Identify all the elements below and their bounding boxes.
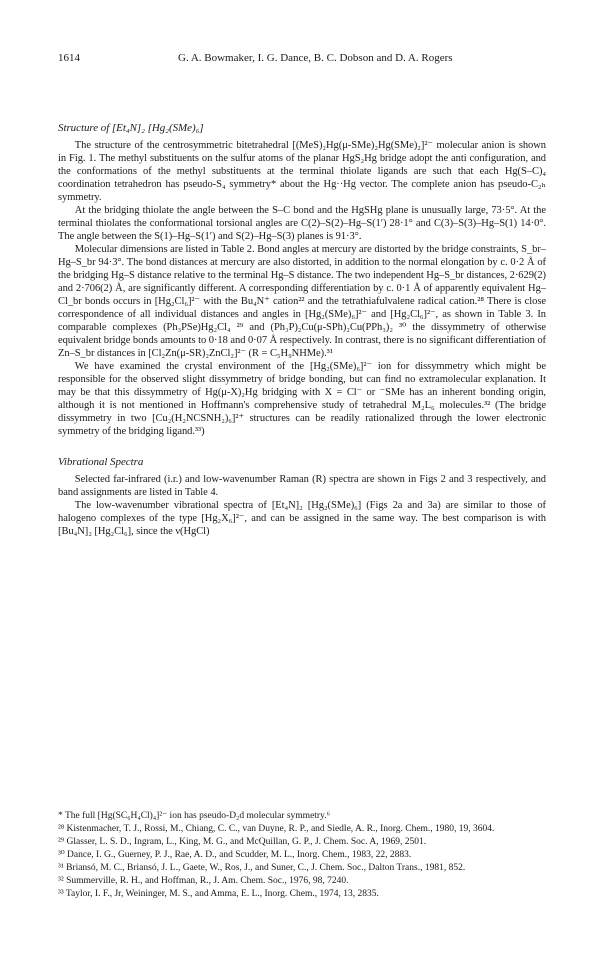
author-line: G. A. Bowmaker, I. G. Dance, B. C. Dobson and D. A. Rogers	[178, 52, 453, 64]
paragraph: We have examined the crystal environment of the [Hg₂(SMe)₆]²⁻ ion for dissymmetry which might be responsible for the observed slight dissymmetry of bridge bonding, but can find no extramolecular explanation. It may be that this dissymmetry of Hg(μ-X)₂Hg bridging with X = Cl⁻ or ⁻SMe has an inherent bonding origin, although it is not mentioned in Hoffmann's comprehensive study of tetrahedral M₂L₆ molecules.³² (The bridge dissymmetry in two [Cu₂(H₂NCSNH₂)₆]²⁺ structures can be readily rationalized through the lower electronic symmetry of the bridging ligand.³³)	[58, 361, 546, 437]
page-number: 1614	[58, 52, 80, 64]
paragraph: The structure of the centrosymmetric bitetrahedral [(MeS)₂Hg(μ-SMe)₂Hg(SMe)₂]²⁻ molecular anion is shown in Fig. 1. The methyl substituents on the sulfur atoms of the planar HgS₂Hg bridge adopt the anti configuration, and the conformations of the methyl substituents at the terminal thiolate ligands are such that each Hg(S–C)₄ coordination tetrahedron has pseudo-S₄ symmetry* about the Hg··Hg vector. The complete anion has pseudo-C₂ₕ symmetry.	[58, 140, 546, 203]
paragraph: Selected far-infrared (i.r.) and low-wavenumber Raman (R) spectra are shown in Figs 2 and 3 respectively, and band assignments are listed in Table 4.	[58, 474, 546, 498]
paragraph: At the bridging thiolate the angle between the S–C bond and the HgSHg plane is unusually large, 73·5°. At the terminal thiolates the conformational torsional angles are C(2)–S(2)–Hg–S(1′) 28·1° and C(3)–S(3)–Hg–S(1) 14·0°. The angle between the S(1)–Hg–S(1′) and S(2)–Hg–S(3) planes is 91·3°.	[58, 205, 546, 242]
footnote: ²⁹ Glasser, L. S. D., Ingram, L., King, M. G., and McQuillan, G. P., J. Chem. Soc. A, 1969, 2501.	[58, 837, 427, 847]
footnote: ²⁸ Kistenmacher, T. J., Rossi, M., Chiang, C. C., van Duyne, R. P., and Siedle, A. R., Inorg. Chem., 1980, 19, 3604.	[58, 824, 495, 834]
body-text	[58, 122, 546, 538]
section-heading-structure: Structure of [Et₄N]₂ [Hg₂(SMe)₆]	[58, 122, 204, 134]
running-head	[58, 50, 546, 66]
footnote: ³¹ Briansó, M. C., Briansó, J. L., Gaete, W., Ros, J., and Suner, C., J. Chem. Soc., Dalton Trans., 1981, 852.	[58, 863, 466, 873]
paragraph: Molecular dimensions are listed in Table 2. Bond angles at mercury are distorted by the bridge constraints, S_br–Hg–S_br 94·3°. The bond distances at mercury are also distorted, in addition to the normal elongation by c. 0·2 Å of the bridging Hg–S distance relative to the terminal Hg–S distance. The two independent Hg–S_br distances, 2·629(2) and 2·706(2) Å, are significantly different. A corresponding differentiation by c. 0·1 Å of apparently equivalent Hg–Cl_br bonds occurs in [Hg₂Cl₆]²⁻ with the Bu₄N⁺ cation²² and the tetrathiafulvalene radical cation.²⁸ There is close correspondence of all individual distances and angles in [Hg₂(SMe)₆]²⁻ and [Hg₂Cl₆]²⁻, as shown in Table 3. In comparable complexes (Ph₃PSe)Hg₂Cl₄ ²⁹ and (Ph₃P)₂Cu(μ-SPh)₂Cu(PPh₃)₂ ³⁰ the dissymmetry of otherwise equivalent bridge bonds amounts to 0·18 and 0·07 Å respectively. In contrast, there is no significant differentiation of Zn–S_br distances in [Cl₂Zn(μ-SR)₂ZnCl₂]²⁻ (R = C₅H₉NHMe).³¹	[58, 244, 546, 359]
footnote: ³² Summerville, R. H., and Hoffman, R., J. Am. Chem. Soc., 1976, 98, 7240.	[58, 876, 349, 886]
paragraph: The low-wavenumber vibrational spectra of [Et₄N]₂ [Hg₂(SMe)₆] (Figs 2a and 3a) are similar to those of halogeno complexes of the type [Hg₂X₆]²⁻, and can be assigned in the same way. The best comparison is with [Bu₄N]₂ [Hg₂Cl₆], since the ν(HgCl)	[58, 500, 546, 537]
footnote: * The full [Hg(SC₆H₄Cl)₄]²⁻ ion has pseudo-D₂d molecular symmetry.⁶	[58, 811, 330, 821]
footnote: ³³ Taylor, I. F., Jr, Weininger, M. S., and Amma, E. L., Inorg. Chem., 1974, 13, 2835.	[58, 889, 379, 899]
footnote: ³⁰ Dance, I. G., Guerney, P. J., Rae, A. D., and Scudder, M. L., Inorg. Chem., 1983, 22, 2883.	[58, 850, 412, 860]
footnotes	[58, 810, 546, 901]
section-heading-vibrational: Vibrational Spectra	[58, 456, 144, 468]
